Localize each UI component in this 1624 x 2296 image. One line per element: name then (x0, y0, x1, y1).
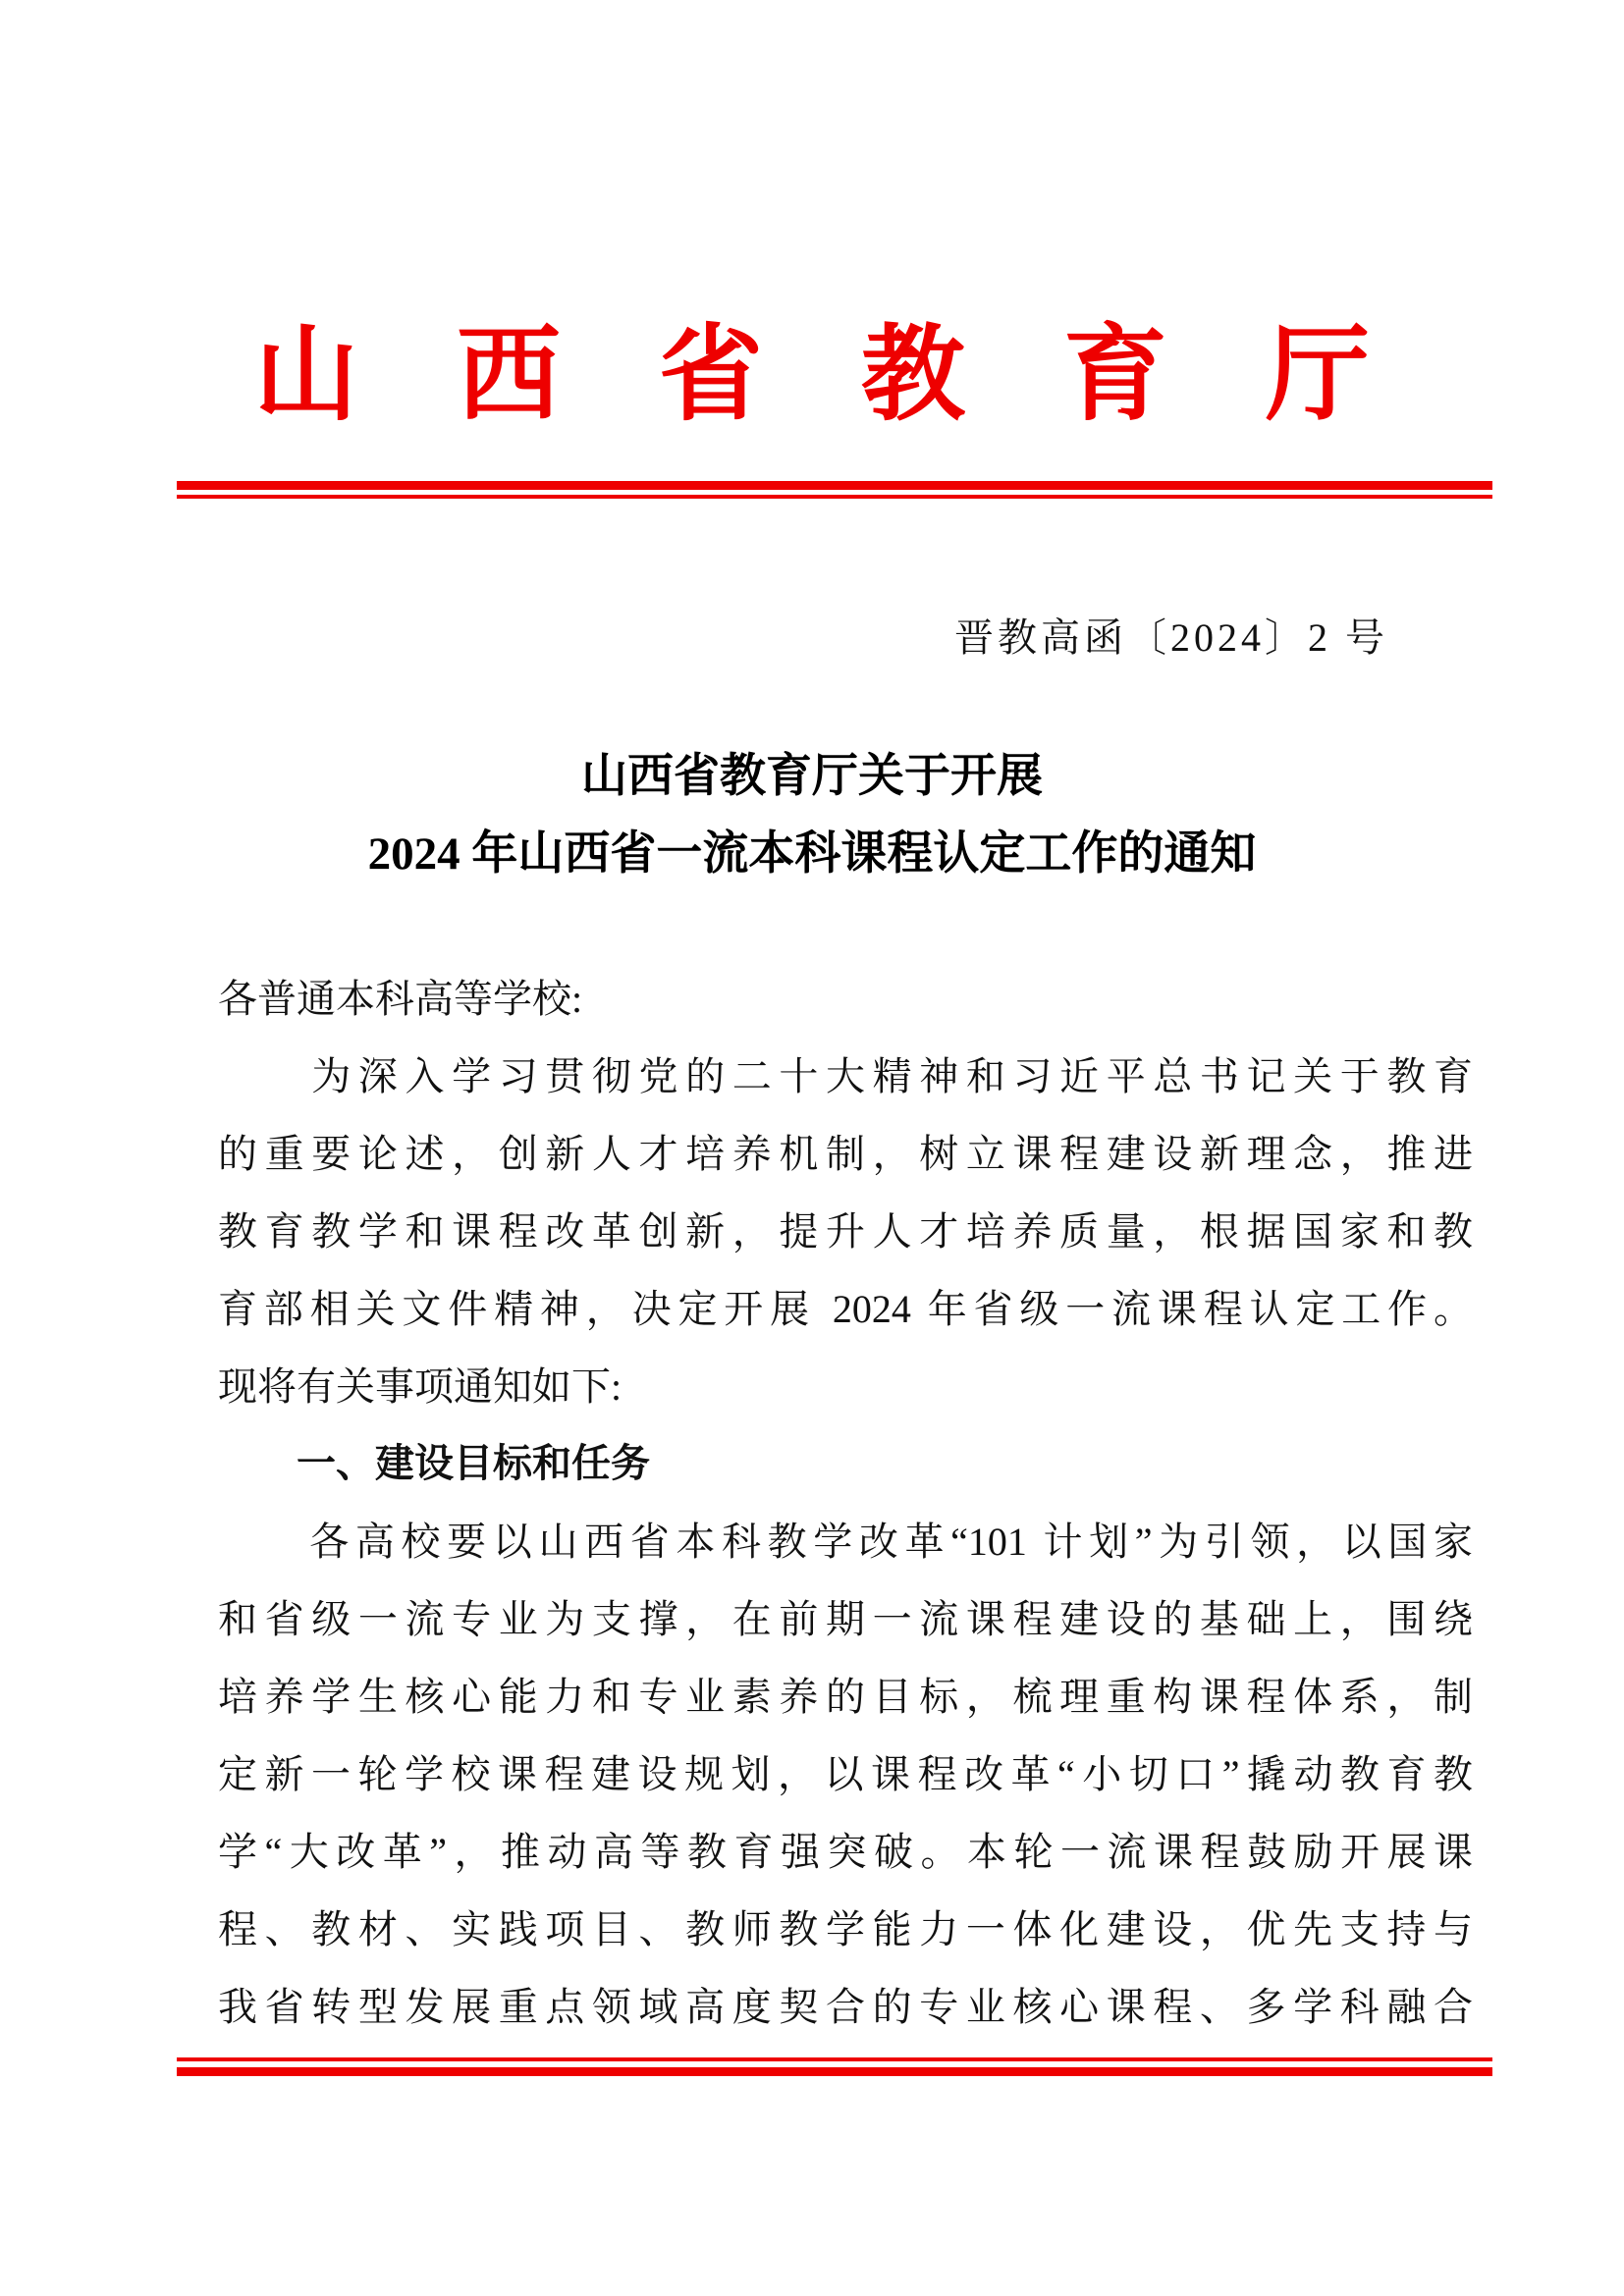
body-line: 为深入学习贯彻党的二十大精神和习近平总书记关于教育 (218, 1054, 1473, 1098)
body-line: 我省转型发展重点领域高度契合的专业核心课程、多学科融合 (218, 1985, 1473, 2029)
document-title (0, 738, 1624, 893)
document-title-line1: 山西省教育厅关于开展 (581, 751, 1043, 802)
document-body (218, 960, 1473, 2046)
body-line: 学“大改革”，推动高等教育强突破。本轮一流课程鼓励开展课 (218, 1830, 1473, 1874)
body-line: 育部相关文件精神，决定开展 2024 年省级一流课程认定工作。 (218, 1287, 1473, 1331)
footer-double-rule (177, 2057, 1492, 2076)
body-line: 和省级一流专业为支撑，在前期一流课程建设的基础上，围绕 (218, 1597, 1473, 1641)
letterhead (0, 312, 1624, 440)
document-title-line2: 2024 年山西省一流本科课程认定工作的通知 (367, 828, 1257, 880)
body-line: 现将有关事项通知如下: (218, 1364, 623, 1409)
letterhead-double-rule (177, 481, 1492, 499)
body-line: 的重要论述，创新人才培养机制，树立课程建设新理念，推进 (218, 1132, 1473, 1176)
body-line: 定新一轮学校课程建设规划，以课程改革“小切口”撬动教育教 (218, 1752, 1473, 1796)
body-line: 程、教材、实践项目、教师教学能力一体化建设，优先支持与 (218, 1907, 1473, 1951)
agency-name: 山西省教育厅 (254, 318, 1468, 433)
body-line: 教育教学和课程改革创新，提升人才培养质量，根据国家和教 (218, 1209, 1473, 1254)
salutation-line: 各普通本科高等学校: (218, 977, 583, 1021)
body-line: 培养学生核心能力和专业素养的目标，梳理重构课程体系，制 (218, 1675, 1473, 1719)
document-number: 晋教高函〔2024〕2 号 (954, 615, 1388, 660)
section-heading: 一、建设目标和任务 (297, 1442, 650, 1485)
body-line: 各高校要以山西省本科教学改革“101 计划”为引领，以国家 (218, 1520, 1473, 1564)
